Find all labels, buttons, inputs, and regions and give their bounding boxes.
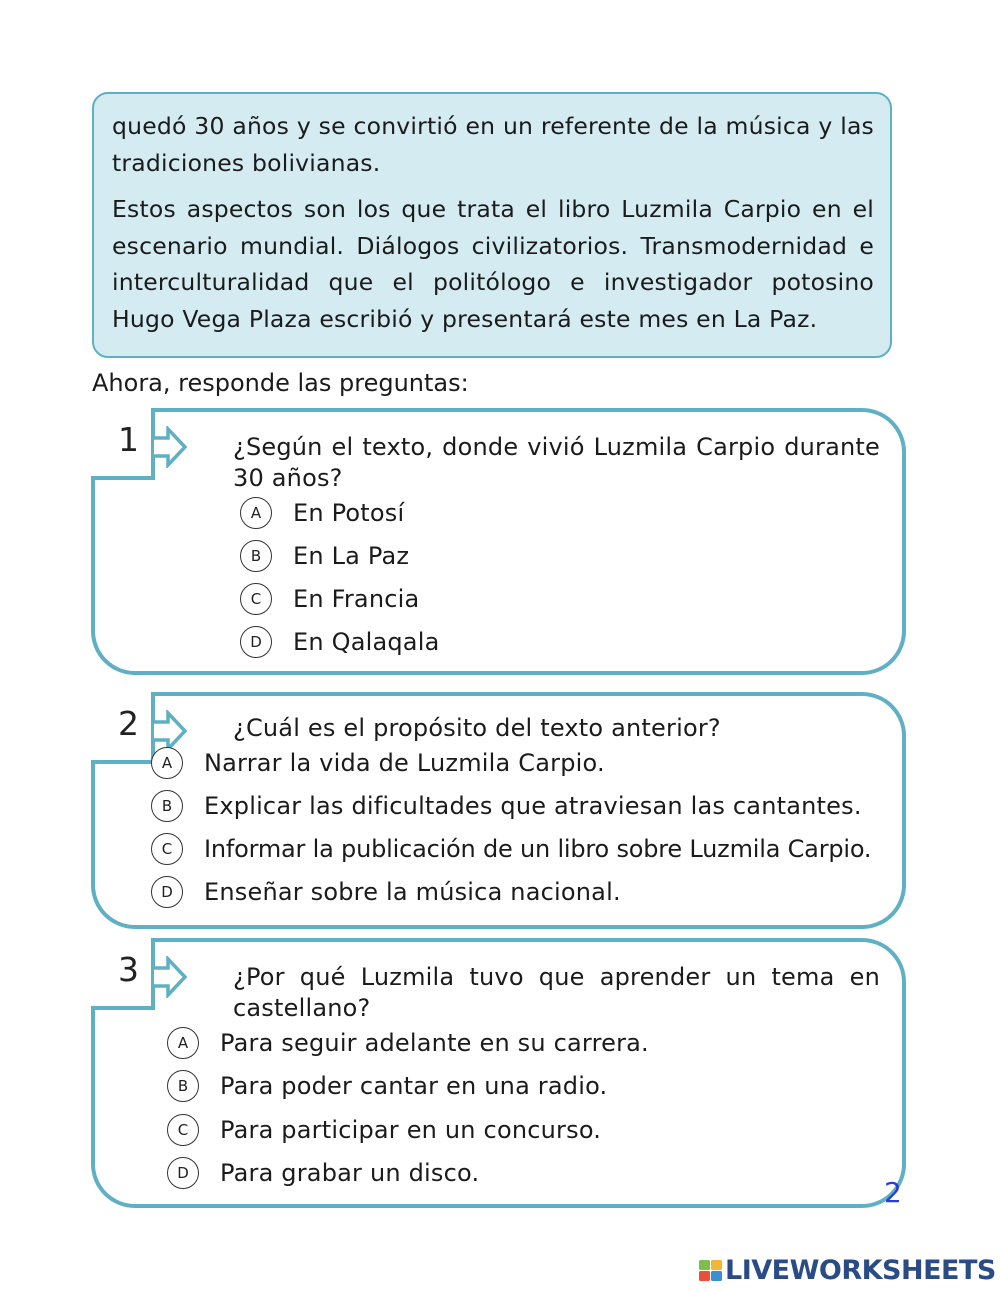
option-b-radio[interactable]: B [240, 540, 272, 572]
arrow-right-icon [152, 710, 188, 752]
option-d-label: En Qalaqala [293, 628, 440, 656]
option-d-radio[interactable]: D [151, 876, 183, 908]
option-b-label: Para poder cantar en una radio. [220, 1072, 608, 1100]
option-d-label: Para grabar un disco. [220, 1159, 480, 1187]
option-c-radio[interactable]: C [151, 833, 183, 865]
question-1-text: ¿Según el texto, donde vivió Luzmila Carpio durante 30 años? [233, 433, 880, 492]
option-d-radio[interactable]: D [167, 1157, 199, 1189]
option-c-label: En Francia [293, 585, 420, 613]
option-c-radio[interactable]: C [240, 583, 272, 615]
arrow-right-icon [152, 956, 188, 998]
question-2-number: 2 [118, 704, 139, 743]
passage-paragraph-2: Estos aspectos son los que trata el libro Luzmila Carpio en el escenario mundial. Diálogos civilizatorios. Transmodernidad e interculturalidad que el politólogo e investigador potosino Hugo Vega Plaza escribió y presentará este mes en La Paz. [112, 195, 874, 333]
instruction-text: Ahora, responde las preguntas: [92, 369, 469, 397]
option-a-label: Narrar la vida de Luzmila Carpio. [204, 749, 605, 777]
option-a-radio[interactable]: A [240, 497, 272, 529]
option-a-label: En Potosí [293, 499, 405, 527]
option-c-label: Informar la publicación de un libro sobre Luzmila Carpio. [204, 835, 872, 863]
option-b-radio[interactable]: B [167, 1070, 199, 1102]
option-c-radio[interactable]: C [167, 1114, 199, 1146]
option-a-radio[interactable]: A [167, 1027, 199, 1059]
option-b-label: En La Paz [293, 542, 410, 570]
question-3-number: 3 [118, 950, 139, 989]
option-b-label: Explicar las dificultades que atraviesan las cantantes. [204, 792, 862, 820]
option-d-radio[interactable]: D [240, 626, 272, 658]
option-d-label: Enseñar sobre la música nacional. [204, 878, 621, 906]
arrow-right-icon [152, 426, 188, 468]
option-c-label: Para participar en un concurso. [220, 1116, 602, 1144]
page-number: 2 [884, 1176, 902, 1209]
passage-paragraph-1: quedó 30 años y se convirtió en un referente de la música y las tradiciones bolivianas. [112, 112, 874, 177]
option-a-label: Para seguir adelante en su carrera. [220, 1029, 649, 1057]
question-2-text: ¿Cuál es el propósito del texto anterior? [233, 714, 721, 742]
question-1-number: 1 [118, 420, 139, 459]
liveworksheets-logo-icon [699, 1260, 723, 1282]
option-a-radio[interactable]: A [151, 747, 183, 779]
question-3-text: ¿Por qué Luzmila tuvo que aprender un tema en castellano? [233, 963, 880, 1022]
brand-name[interactable]: LIVEWORKSHEETS [725, 1255, 996, 1286]
option-b-radio[interactable]: B [151, 790, 183, 822]
reading-passage [92, 92, 892, 358]
